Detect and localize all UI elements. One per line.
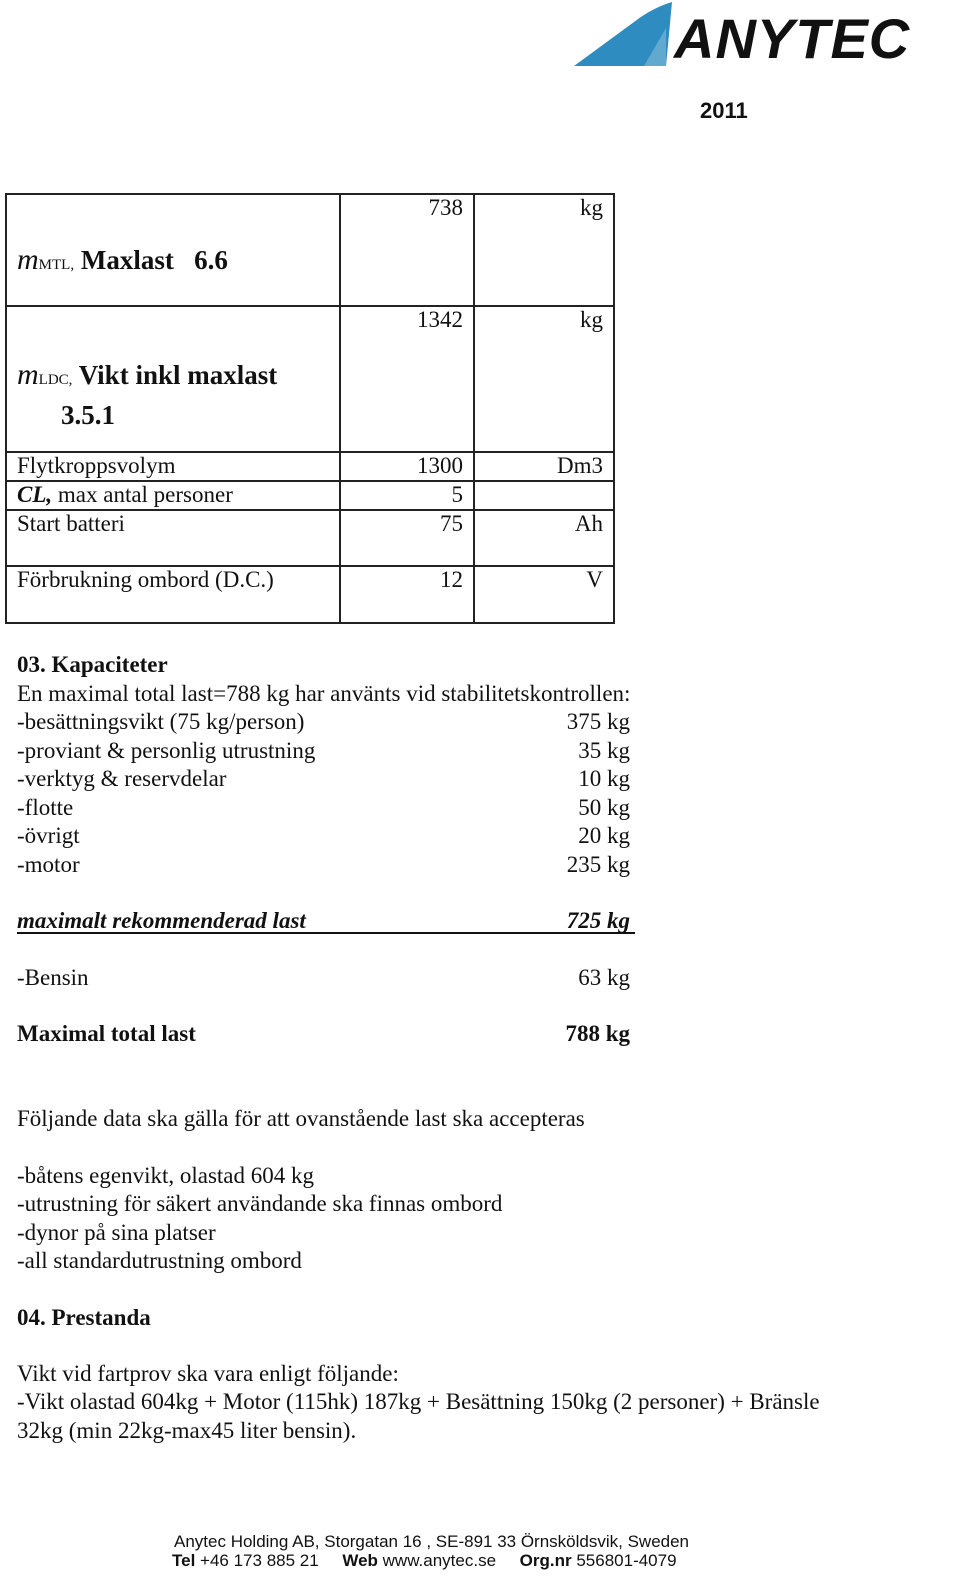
section-heading-performance: 04. Prestanda — [17, 1305, 151, 1330]
spec-label: Maxlast — [80, 245, 174, 275]
performance-line: -Vikt olastad 604kg + Motor (115hk) 187kg + Besättning 150kg (2 personer) + Bränsle — [17, 1389, 820, 1414]
spec-value: 12 — [340, 566, 474, 623]
spec-subscript: MTL, — [38, 257, 75, 273]
spec-value: 5 — [340, 481, 474, 510]
spec-table — [5, 193, 615, 624]
capacity-item-label: -flotte — [17, 795, 74, 820]
spec-unit: kg — [474, 194, 614, 306]
capacity-item-amount: 20 kg — [578, 823, 630, 848]
capacity-item-label: -verktyg & reservdelar — [17, 766, 227, 791]
table-row — [6, 194, 614, 306]
condition-item: -all standardutrustning ombord — [17, 1248, 302, 1273]
footer-contact — [172, 1551, 677, 1571]
fuel-amount: 63 kg — [578, 965, 630, 990]
footer-org: 556801-4079 — [576, 1551, 677, 1570]
capacity-item-amount: 235 kg — [566, 852, 630, 877]
table-row — [6, 510, 614, 566]
spec-symbol: CL, — [17, 482, 53, 507]
spec-unit: Ah — [474, 510, 614, 566]
table-row — [6, 306, 614, 452]
spec-unit: V — [474, 566, 614, 623]
spec-label: Flytkroppsvolym — [6, 452, 340, 481]
condition-item: -utrustning för säkert användande ska finnas ombord — [17, 1191, 503, 1216]
footer-address: Anytec Holding AB, Storgatan 16 , SE-891 33 Örnsköldsvik, Sweden — [174, 1532, 690, 1551]
conditions-intro: Följande data ska gälla för att ovanstående last ska accepteras — [17, 1106, 585, 1131]
spec-label-cell — [6, 194, 340, 306]
spec-unit: kg — [474, 306, 614, 452]
spec-label: Vikt inkl maxlast — [78, 360, 278, 390]
section-heading-capacity: 03. Kapaciteter — [17, 652, 168, 677]
capacity-item-label: -besättningsvikt (75 kg/person) — [17, 709, 305, 734]
capacity-item-label: -proviant & personlig utrustning — [17, 738, 316, 763]
table-row — [6, 481, 614, 510]
footer-tel-label: Tel — [172, 1551, 196, 1570]
table-row — [6, 452, 614, 481]
footer-org-label: Org.nr — [519, 1551, 572, 1570]
capacity-item-amount: 35 kg — [578, 738, 630, 763]
capacity-item-amount: 50 kg — [578, 795, 630, 820]
spec-symbol: m — [17, 358, 39, 391]
total-label: Maximal total last — [17, 1021, 196, 1046]
fuel-label: -Bensin — [17, 965, 89, 990]
spec-label-cell — [6, 306, 340, 452]
logo-text: ANYTEC — [674, 7, 911, 70]
condition-item: -dynor på sina platser — [17, 1220, 216, 1245]
recommended-amount: 725 kg — [566, 908, 630, 933]
spec-symbol: m — [17, 243, 39, 276]
spec-label: max antal personer — [57, 482, 233, 507]
spec-unit — [474, 481, 614, 510]
capacity-item-amount: 10 kg — [578, 766, 630, 791]
spec-value: 75 — [340, 510, 474, 566]
spec-label-cell — [6, 481, 340, 510]
spec-subscript: LDC, — [38, 372, 73, 388]
spec-label: Förbrukning ombord (D.C.) — [6, 566, 340, 623]
document-year: 2011 — [700, 98, 748, 123]
capacity-item-amount: 375 kg — [566, 709, 630, 734]
capacity-intro: En maximal total last=788 kg har använts vid stabilitetskontrollen: — [17, 681, 631, 706]
spec-unit: Dm3 — [474, 452, 614, 481]
condition-item: -båtens egenvikt, olastad 604 kg — [17, 1163, 315, 1188]
footer-tel: +46 173 885 21 — [200, 1551, 319, 1570]
capacity-item-label: -motor — [17, 852, 80, 877]
table-row — [6, 566, 614, 623]
spec-value: 738 — [340, 194, 474, 306]
spec-value: 1342 — [340, 306, 474, 452]
performance-line: Vikt vid fartprov ska vara enligt följande: — [17, 1361, 399, 1386]
footer-web-label: Web — [342, 1551, 378, 1570]
spec-ref: 3.5.1 — [61, 400, 115, 430]
anytec-logo — [574, 0, 960, 72]
performance-line: 32kg (min 22kg-max45 liter bensin). — [17, 1418, 357, 1443]
capacity-item-label: -övrigt — [17, 823, 80, 848]
spec-label: Start batteri — [6, 510, 340, 566]
recommended-label: maximalt rekommenderad last — [17, 908, 306, 933]
footer-web-link[interactable]: www.anytec.se — [382, 1551, 497, 1570]
spec-value: 1300 — [340, 452, 474, 481]
total-amount: 788 kg — [565, 1021, 630, 1046]
spec-ref: 6.6 — [194, 245, 228, 275]
